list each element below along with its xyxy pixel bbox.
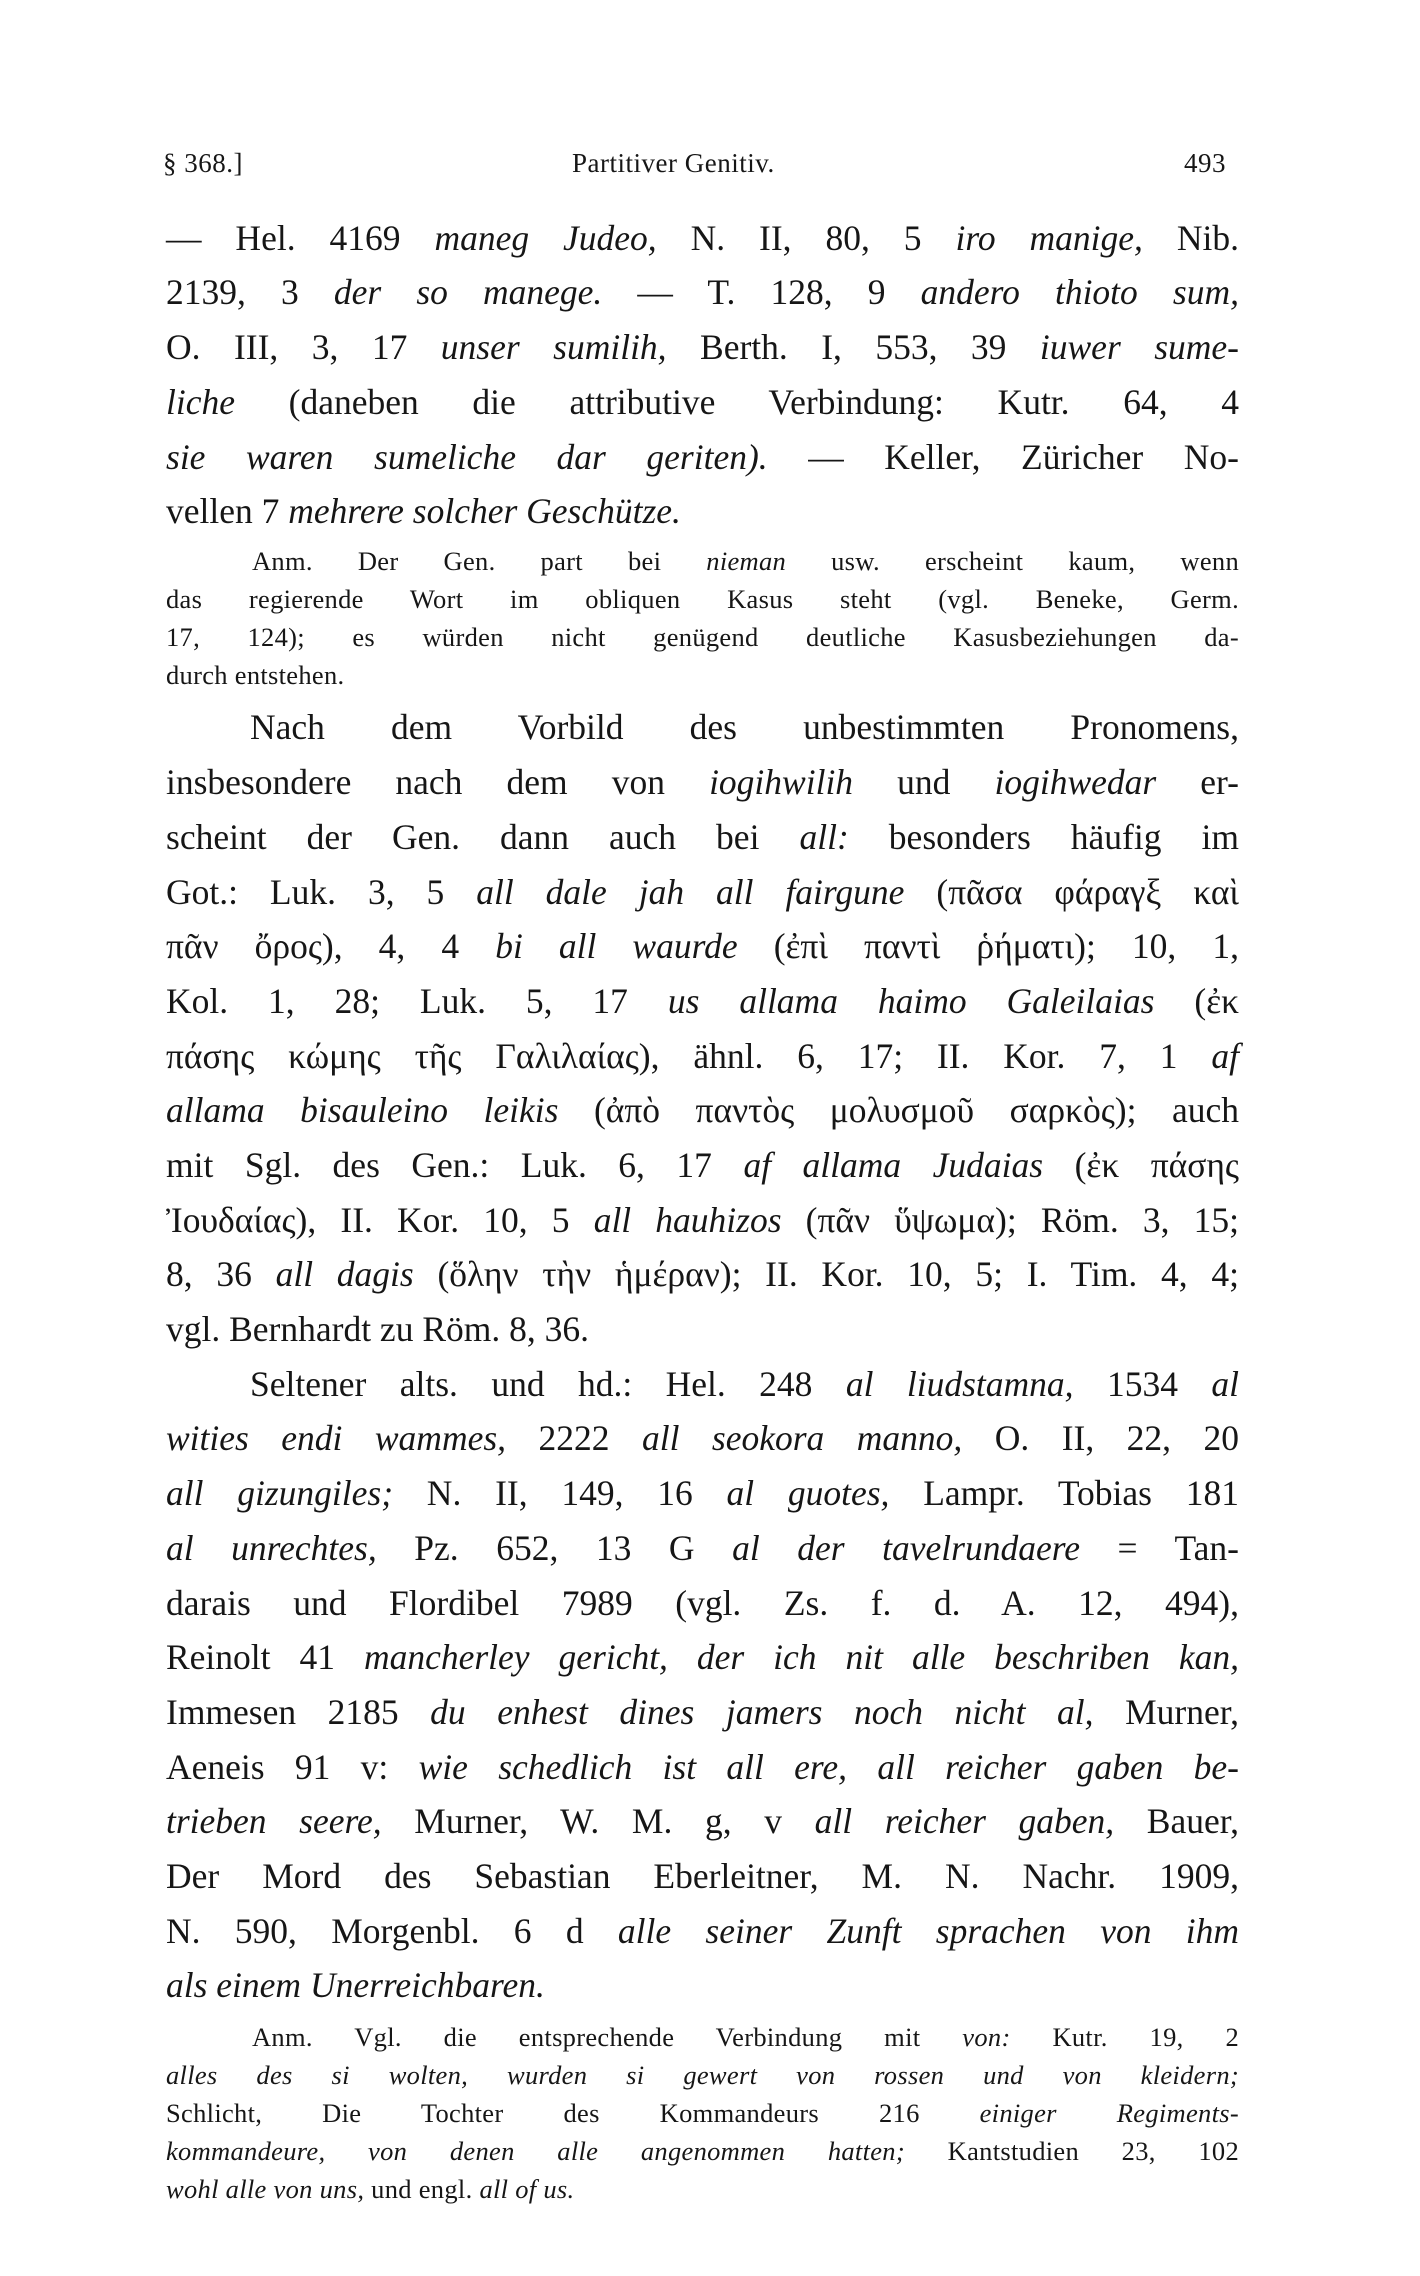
italic-run: all:	[799, 817, 849, 857]
text-run: Murner,	[1093, 1692, 1239, 1732]
text-line	[166, 1747, 1239, 1787]
text-run: 17, 124); es würden nicht genügend deutliche Kasusbeziehungen da-	[166, 622, 1239, 652]
text-run: mit Sgl. des Gen.: Luk. 6, 17	[166, 1145, 744, 1185]
italic-run: all seokora manno,	[641, 1418, 963, 1458]
note-line	[166, 2138, 1239, 2165]
italic-run: al	[1211, 1364, 1240, 1404]
text-run: Der Mord des Sebastian Eberleitner, M. N. Nachr. 1909,	[166, 1856, 1239, 1896]
text-line	[166, 437, 1239, 477]
text-run: Anm. Der Gen. part bei	[252, 546, 707, 576]
text-run: (πᾶσα φάραγξ καὶ	[904, 872, 1239, 912]
text-run: 8, 36	[166, 1254, 276, 1294]
text-run: Reinolt 41	[166, 1637, 364, 1677]
italic-run: trieben seere,	[166, 1801, 382, 1841]
running-title: Partitiver Genitiv.	[572, 148, 775, 178]
text-run: (ἐκ	[1154, 981, 1239, 1021]
text-line	[166, 926, 1239, 966]
text-line	[166, 272, 1239, 312]
italic-run: allama bisauleino leikis	[166, 1090, 559, 1130]
text-run: und engl.	[364, 2174, 480, 2204]
italic-run: all reicher gaben,	[814, 1801, 1115, 1841]
text-run: Bauer,	[1114, 1801, 1240, 1841]
text-line	[166, 218, 1239, 258]
italic-run: al liudstamna,	[845, 1364, 1074, 1404]
text-run: N. II, 149, 16	[393, 1473, 727, 1513]
italic-run: als einem Unerreichbaren.	[166, 1965, 545, 2005]
italic-run: alle seiner Zunft sprachen von ihm	[617, 1911, 1239, 1951]
text-line	[166, 1036, 1239, 1076]
italic-run: du enhest dines jamers noch nicht al,	[430, 1692, 1094, 1732]
text-run: Seltener alts. und hd.: Hel. 248	[250, 1364, 846, 1404]
italic-run: all hauhizos	[593, 1200, 782, 1240]
note-line	[166, 2176, 1239, 2203]
text-line	[166, 1583, 1239, 1623]
text-run: Kutr. 19, 2	[1010, 2022, 1239, 2052]
italic-run: al guotes,	[726, 1473, 890, 1513]
text-line	[166, 382, 1239, 422]
italic-run: der so manege.	[333, 272, 603, 312]
text-run: N. II, 80, 5	[656, 218, 956, 258]
italic-run: all dagis	[275, 1254, 414, 1294]
text-line	[166, 762, 1239, 802]
text-line	[166, 1200, 1239, 1240]
text-line	[166, 981, 1239, 1021]
text-run: Lampr. Tobias 181	[889, 1473, 1240, 1513]
note-line	[252, 548, 1239, 575]
text-run: darais und Flordibel 7989 (vgl. Zs. f. d. A. 12, 494),	[166, 1583, 1239, 1623]
text-run: besonders häufig im	[848, 817, 1239, 857]
text-run: Nib.	[1142, 218, 1239, 258]
italic-run: wie schedlich ist all ere, all reicher gaben be-	[418, 1747, 1239, 1787]
text-line	[166, 1418, 1240, 1458]
text-run: Berth. I, 553, 39	[666, 327, 1040, 367]
italic-run: nieman	[706, 546, 787, 576]
text-run: Schlicht, Die Tochter des Kommandeurs 216	[166, 2098, 980, 2128]
text-run: Murner, W. M. g, v	[381, 1801, 815, 1841]
note-line	[166, 662, 1239, 689]
text-run: O. III, 3, 17	[166, 327, 441, 367]
italic-run: iogihwilih	[709, 762, 854, 802]
text-line	[166, 1090, 1239, 1130]
italic-run: kommandeure, von denen alle angenommen hatten;	[166, 2136, 905, 2166]
text-run: πᾶν ὄρος), 4, 4	[166, 926, 496, 966]
text-line	[166, 1254, 1240, 1294]
section-reference: § 368.]	[163, 148, 243, 178]
text-run: Kol. 1, 28; Luk. 5, 17	[166, 981, 668, 1021]
text-line	[166, 1856, 1239, 1896]
text-run: er-	[1156, 762, 1239, 802]
text-run: — Keller, Züricher No-	[767, 437, 1239, 477]
text-line	[166, 1637, 1239, 1677]
italic-run: af allama Judaias	[743, 1145, 1044, 1185]
text-run: vellen 7	[166, 491, 289, 531]
text-line	[166, 1528, 1239, 1568]
text-run: (daneben die attributive Verbindung: Kutr. 64, 4	[235, 382, 1239, 422]
italic-run: mancherley gericht, der ich nit alle beschriben kan,	[363, 1637, 1239, 1677]
text-line	[166, 817, 1239, 857]
text-run: = Tan-	[1079, 1528, 1239, 1568]
text-line	[250, 707, 1239, 747]
italic-run: all of us.	[479, 2174, 575, 2204]
text-run: 1534	[1073, 1364, 1212, 1404]
text-run: N. 590, Morgenbl. 6 d	[166, 1911, 618, 1951]
text-run: usw. erscheint kaum, wenn	[786, 546, 1239, 576]
text-line	[166, 1692, 1239, 1732]
italic-run: al unrechtes,	[166, 1528, 377, 1568]
text-line	[166, 872, 1239, 912]
italic-run: all gizungiles;	[166, 1473, 394, 1513]
text-line	[166, 1911, 1239, 1951]
italic-run: unser sumilih,	[440, 327, 667, 367]
text-line	[166, 1801, 1240, 1841]
note-line	[252, 2024, 1239, 2051]
text-run: Nach dem Vorbild des unbestimmten Pronomens,	[250, 707, 1239, 747]
italic-run: wities endi wammes,	[166, 1418, 507, 1458]
text-run: Immesen 2185	[166, 1692, 431, 1732]
italic-run: maneg Judeo,	[434, 218, 657, 258]
text-run: Kantstudien 23, 102	[905, 2136, 1240, 2166]
text-run: (ἐπὶ παντὶ ῥήματι); 10, 1,	[737, 926, 1239, 966]
text-run: das regierende Wort im obliquen Kasus steht (vgl. Beneke, Germ.	[166, 584, 1239, 614]
text-run: 2139, 3	[166, 272, 334, 312]
text-line	[166, 491, 1239, 531]
note-line	[166, 2062, 1239, 2089]
text-run: (πᾶν ὕψωμα); Röm. 3, 15;	[781, 1200, 1239, 1240]
text-run: scheint der Gen. dann auch bei	[166, 817, 800, 857]
italic-run: liche	[166, 382, 235, 422]
note-line	[166, 624, 1239, 651]
italic-run: all dale jah all fairgune	[476, 872, 905, 912]
text-run: insbesondere nach dem von	[166, 762, 710, 802]
note-line	[166, 2100, 1239, 2127]
text-run: (ἐκ πάσης	[1043, 1145, 1239, 1185]
italic-run: andero thioto sum,	[920, 272, 1239, 312]
italic-run: us allama haimo Galeilaias	[667, 981, 1155, 1021]
text-line	[166, 1473, 1240, 1513]
italic-run: einiger Regiments-	[979, 2098, 1239, 2128]
italic-run: mehrere solcher Geschütze.	[288, 491, 681, 531]
text-run: Pz. 652, 13 G	[376, 1528, 733, 1568]
text-run: durch entstehen.	[166, 660, 345, 690]
text-line	[166, 327, 1239, 367]
text-run: O. II, 22, 20	[962, 1418, 1240, 1458]
text-run: πάσης κώμης τῆς Γαλιλαίας), ähnl. 6, 17; II. Kor. 7, 1	[166, 1036, 1212, 1076]
italic-run: von:	[962, 2022, 1011, 2052]
italic-run: sie waren sumeliche dar geriten).	[166, 437, 768, 477]
text-run: — Hel. 4169	[166, 218, 435, 258]
italic-run: bi all waurde	[495, 926, 738, 966]
italic-run: al der tavelrundaere	[732, 1528, 1080, 1568]
text-run: Anm. Vgl. die entsprechende Verbindung mit	[252, 2022, 963, 2052]
italic-run: af	[1211, 1036, 1239, 1076]
italic-run: wohl alle von uns,	[166, 2174, 365, 2204]
text-run: Got.: Luk. 3, 5	[166, 872, 477, 912]
note-line	[166, 586, 1239, 613]
italic-run: iuwer sume-	[1039, 327, 1239, 367]
text-run: und	[853, 762, 995, 802]
text-line	[166, 1965, 1239, 2005]
text-line	[166, 1309, 1239, 1349]
text-run: Ἰουδαίας), II. Kor. 10, 5	[166, 1200, 594, 1240]
text-run: (ὅλην τὴν ἡμέραν); II. Kor. 10, 5; I. Tim. 4, 4;	[413, 1254, 1240, 1294]
text-run: (ἀπὸ παντὸς μολυσμοῦ σαρκὸς); auch	[558, 1090, 1239, 1130]
text-line	[250, 1364, 1240, 1404]
text-run: Aeneis 91 v:	[166, 1747, 419, 1787]
italic-run: iro manige,	[955, 218, 1143, 258]
text-run: — T. 128, 9	[602, 272, 921, 312]
page-number: 493	[1184, 148, 1226, 178]
text-run: vgl. Bernhardt zu Röm. 8, 36.	[166, 1309, 589, 1349]
italic-run: alles des si wolten, wurden si gewert von rossen und von kleidern;	[166, 2060, 1239, 2090]
italic-run: iogihwedar	[994, 762, 1157, 802]
text-run: 2222	[506, 1418, 642, 1458]
text-line	[166, 1145, 1239, 1185]
